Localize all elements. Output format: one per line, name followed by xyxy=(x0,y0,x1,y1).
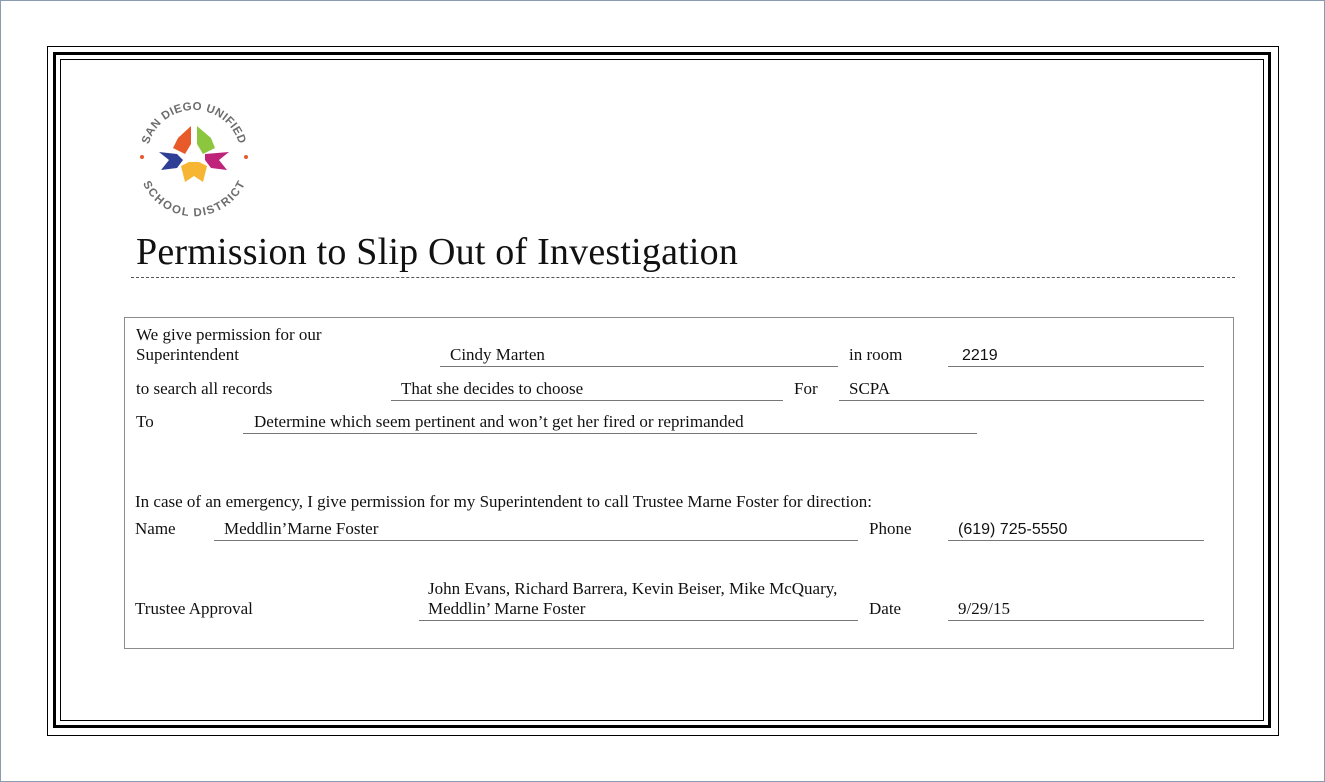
name-field[interactable]: Meddlin’Marne Foster xyxy=(224,519,379,538)
for-label: For xyxy=(794,379,818,398)
search-label: to search all records xyxy=(136,379,273,398)
to-underline xyxy=(243,433,977,434)
trustee-approval-field[interactable]: John Evans, Richard Barrera, Kevin Beiser, Mike McQuary, Meddlin’ Marne Foster xyxy=(428,579,838,618)
search-underline xyxy=(391,400,783,401)
name-underline xyxy=(214,540,858,541)
phone-label: Phone xyxy=(869,519,912,538)
title-divider xyxy=(131,277,1235,278)
page-title: Permission to Slip Out of Investigation xyxy=(136,231,739,273)
phone-field[interactable]: (619) 725-5550 xyxy=(958,521,1068,538)
logo-star-icon xyxy=(159,126,229,182)
emergency-text: In case of an emergency, I give permission for my Superintendent to call Trustee Marne Foster for direction: xyxy=(135,492,872,511)
search-field[interactable]: That she decides to choose xyxy=(401,379,584,398)
in-room-label: in room xyxy=(849,345,903,364)
svg-text:SAN DIEGO UNIFIED xyxy=(140,101,248,146)
room-field[interactable]: 2219 xyxy=(962,347,998,364)
phone-underline xyxy=(948,540,1204,541)
trustee-approval-label: Trustee Approval xyxy=(135,599,253,618)
logo-text-bottom: SCHOOL DISTRICT xyxy=(140,179,248,218)
intro-label-line1: We give permission for our xyxy=(136,325,322,344)
trustee-approval-underline xyxy=(419,620,858,621)
svg-text:SCHOOL DISTRICT xyxy=(140,179,248,218)
district-logo xyxy=(133,96,255,218)
superintendent-underline xyxy=(440,366,838,367)
name-label: Name xyxy=(135,519,176,538)
intro-label-line2: Superintendent xyxy=(136,345,239,364)
to-label: To xyxy=(136,412,154,431)
date-field[interactable]: 9/29/15 xyxy=(958,599,1010,618)
for-field[interactable]: SCPA xyxy=(849,379,890,398)
to-field[interactable]: Determine which seem pertinent and won’t get her fired or reprimanded xyxy=(254,412,744,431)
logo-text-top: SAN DIEGO UNIFIED xyxy=(140,100,248,146)
date-underline xyxy=(948,620,1204,621)
superintendent-field[interactable]: Cindy Marten xyxy=(450,345,545,364)
room-underline xyxy=(948,366,1204,367)
date-label: Date xyxy=(869,599,902,618)
for-underline xyxy=(839,400,1204,401)
